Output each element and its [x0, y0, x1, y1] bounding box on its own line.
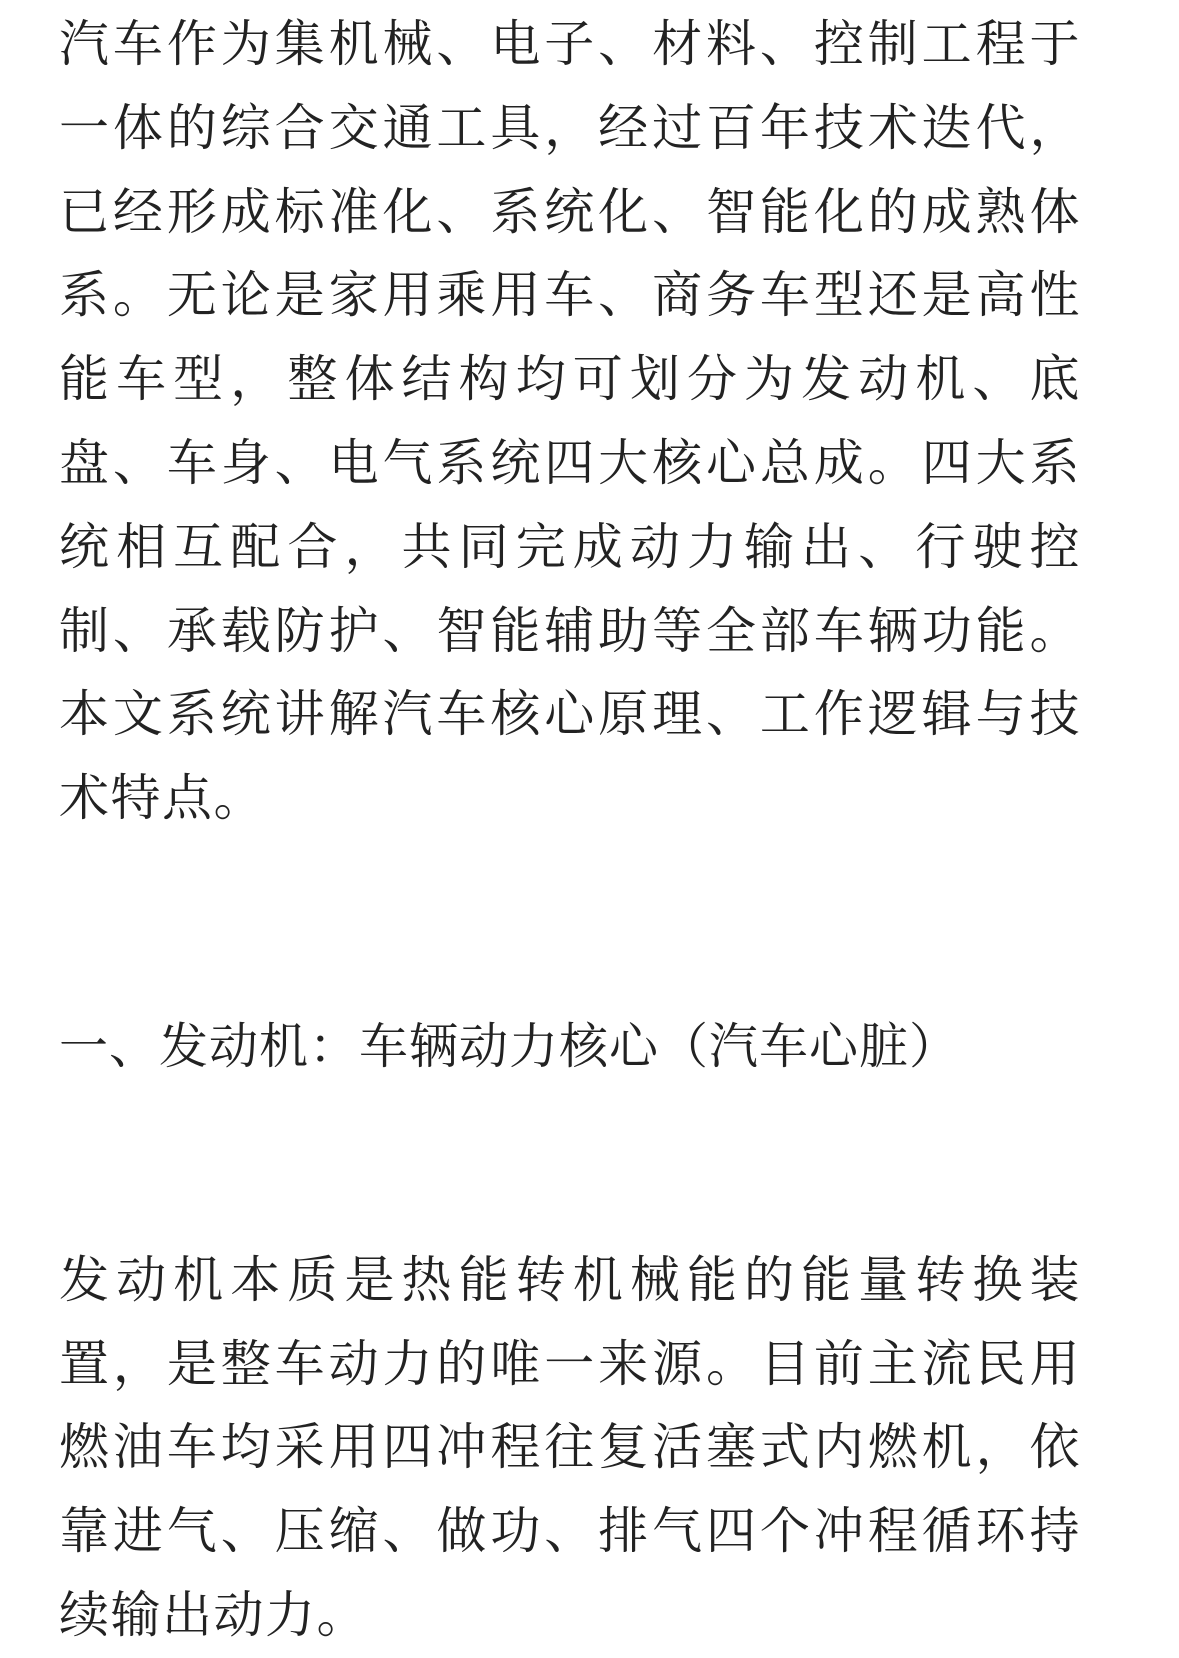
paragraph-spacer	[59, 1089, 1081, 1239]
intro-paragraph: 汽车作为集机械、电子、材料、控制工程于一体的综合交通工具，经过百年技术迭代，已经形成标准化、系统化、智能化的成熟体系。无论是家用乘用车、商务车型还是高性能车型，整体结构均可划分为发动机、底盘、车身、电气系统四大核心总成。四大系统相互配合，共同完成动力输出、行驶控制、承载防护、智能辅助等全部车辆功能。本文系统讲解汽车核心原理、工作逻辑与技术特点。	[59, 15, 1081, 828]
section-heading-engine: 一、发动机：车辆动力核心（汽车心脏）	[59, 1017, 960, 1075]
paragraph-spacer	[59, 841, 1081, 1005]
engine-paragraph: 发动机本质是热能转机械能的能量转换装置，是整车动力的唯一来源。目前主流民用燃油车均采用四冲程往复活塞式内燃机，依靠进气、压缩、做功、排气四个冲程循环持续输出动力。	[59, 1250, 1081, 1644]
article-body	[59, 3, 1081, 1658]
